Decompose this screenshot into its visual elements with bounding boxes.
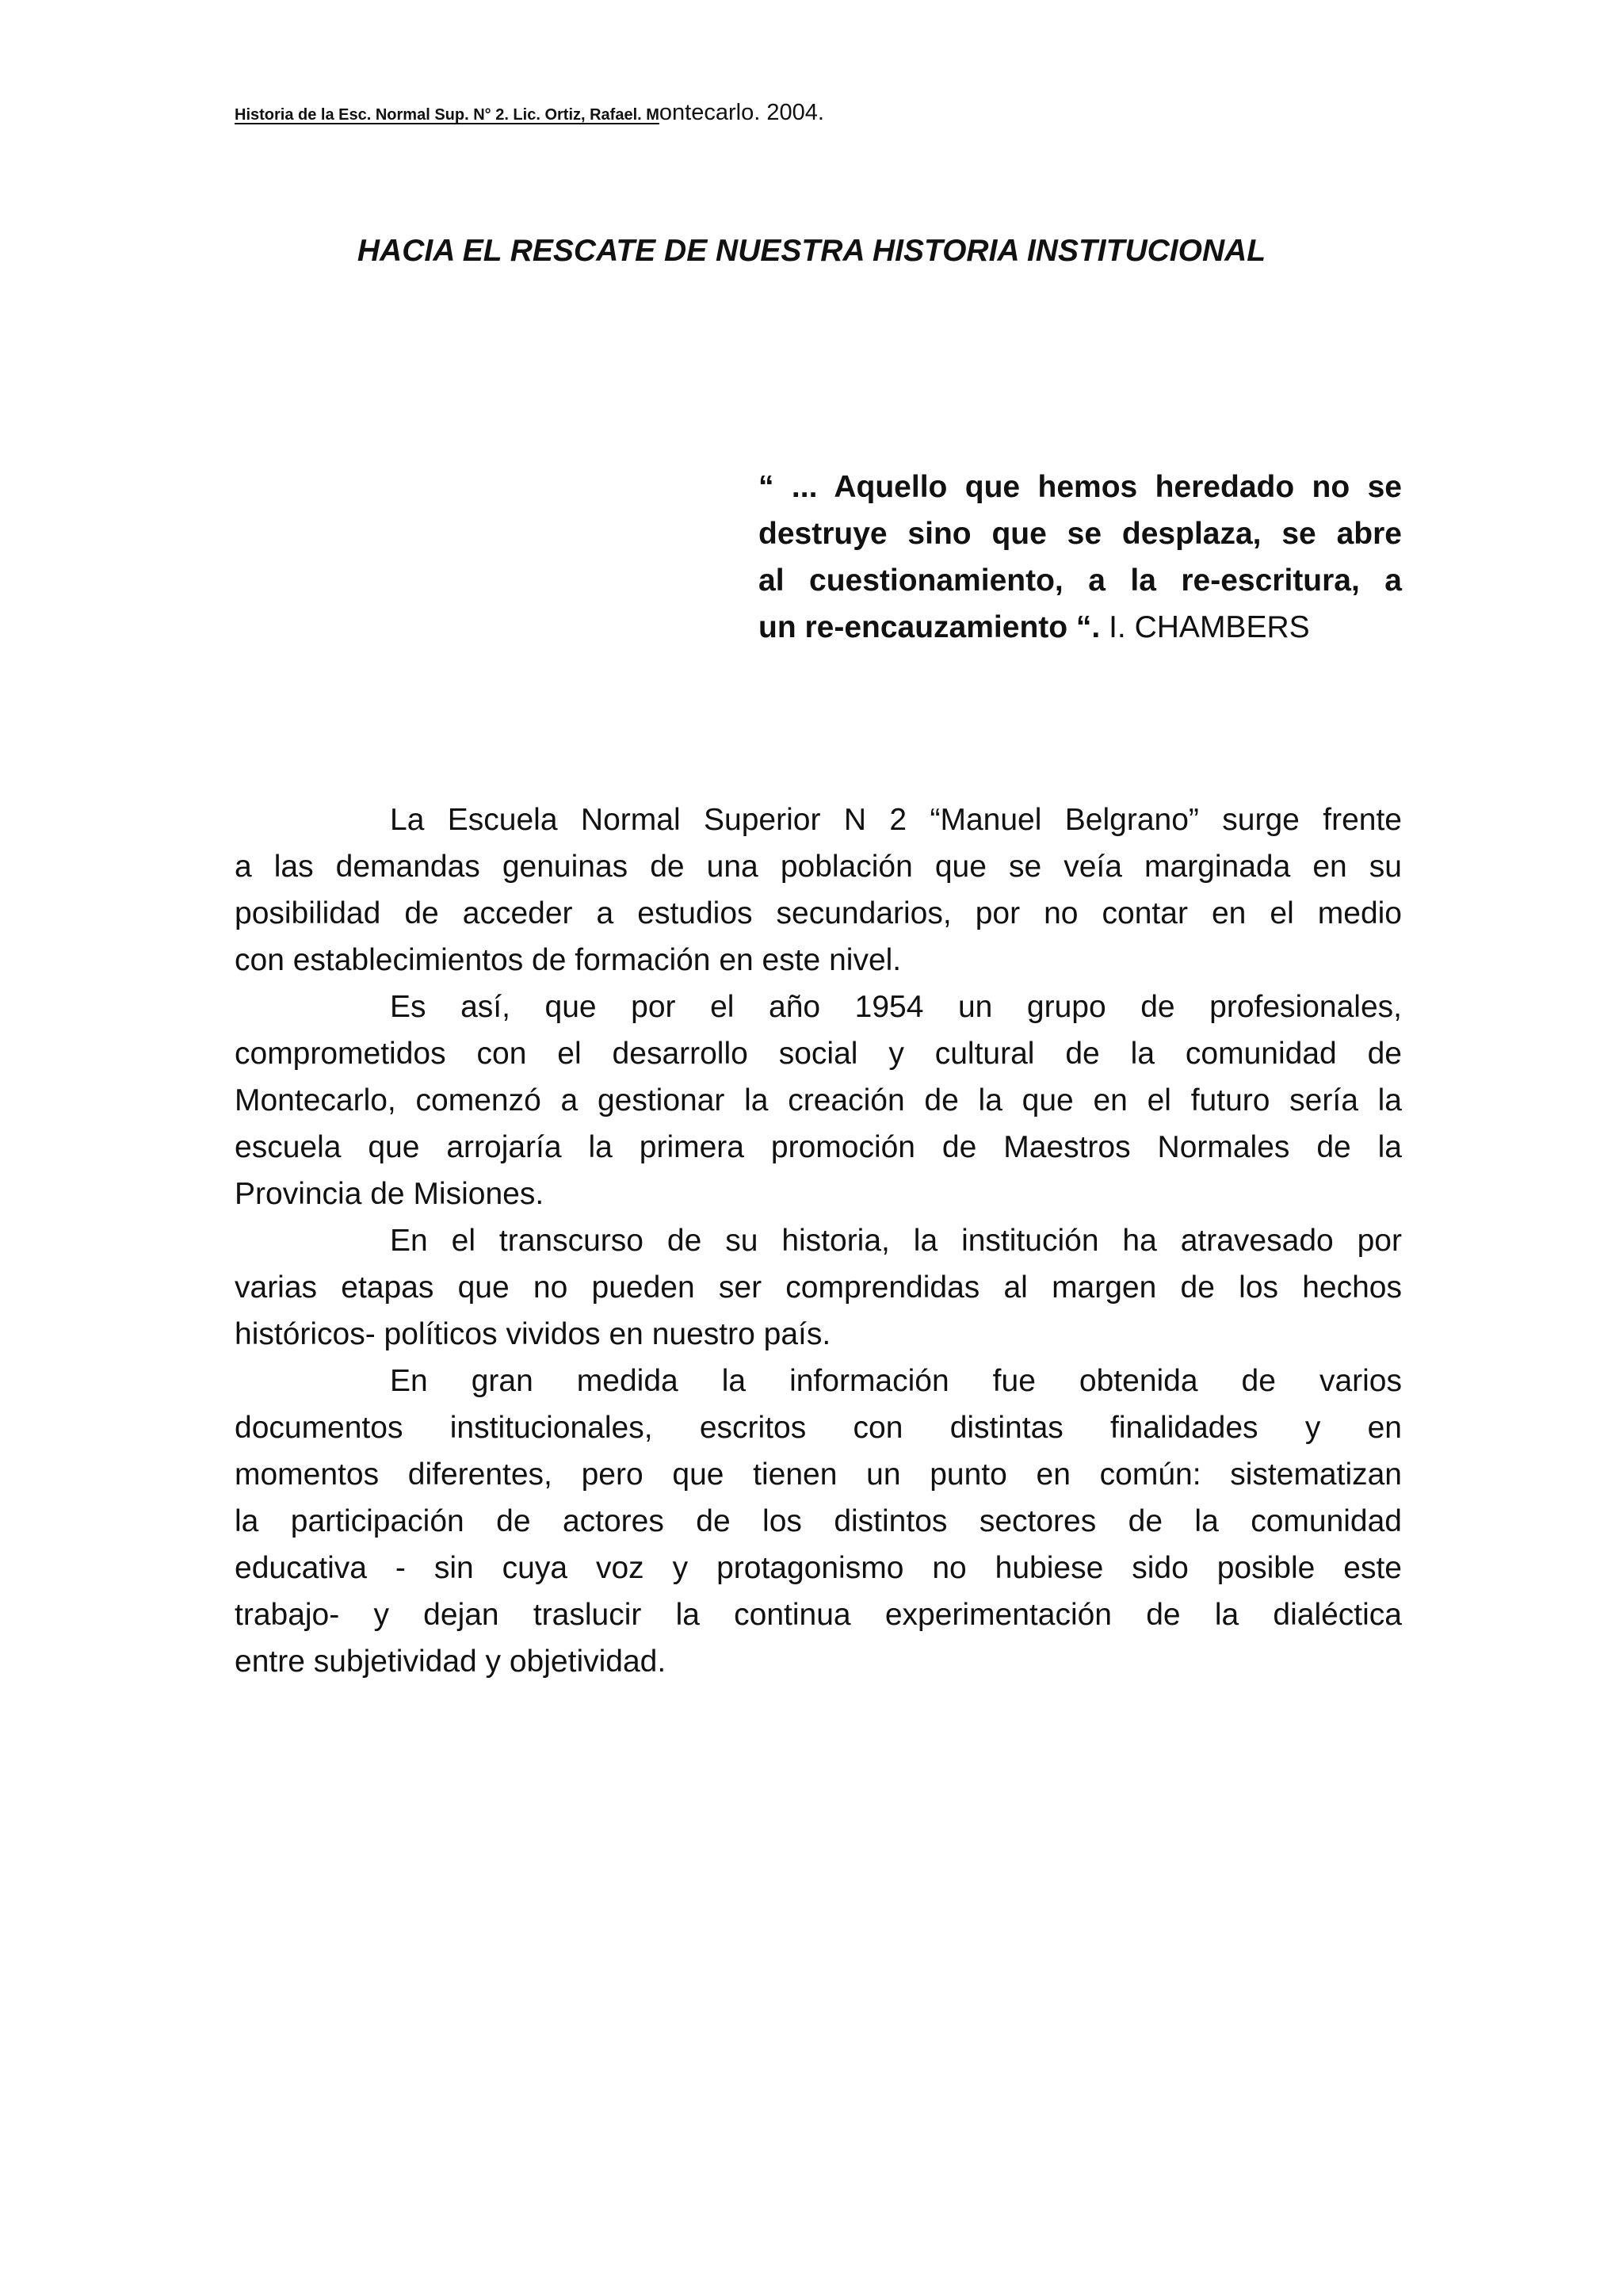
text-line: La Escuela Normal Superior N 2 “Manuel Belgrano” surge frente: [390, 803, 1402, 837]
text-line: Montecarlo, comenzó a gestionar la creación de la que en el futuro sería la: [235, 1083, 1402, 1117]
text-line: Provincia de Misiones.: [235, 1177, 544, 1211]
text-line: educativa - sin cuya voz y protagonismo no hubiese sido posible este: [235, 1551, 1402, 1585]
paragraph-4: [235, 1358, 1402, 1685]
text-line: varias etapas que no pueden ser comprendidas al margen de los hechos: [235, 1270, 1402, 1305]
text-line: a las demandas genuinas de una población que se veía marginada en su: [235, 850, 1402, 884]
text-line: trabajo- y dejan traslucir la continua experimentación de la dialéctica: [235, 1598, 1402, 1632]
text-line: escuela que arrojaría la primera promoción de Maestros Normales de la: [235, 1130, 1402, 1164]
document-title: HACIA EL RESCATE DE NUESTRA HISTORIA INSTITUCIONAL: [357, 234, 1266, 268]
running-header: [235, 101, 824, 124]
header-citation-bold: Historia de la Esc. Normal Sup. N° 2. Lic. Ortiz, Rafael. M: [235, 106, 659, 124]
paragraph-2: [235, 984, 1402, 1217]
text-line: En el transcurso de su historia, la institución ha atravesado por: [390, 1224, 1402, 1258]
text-line: posibilidad de acceder a estudios secundarios, por no contar en el medio: [235, 896, 1402, 930]
text-line: la participación de actores de los distintos sectores de la comunidad: [235, 1504, 1402, 1538]
text-line: comprometidos con el desarrollo social y cultural de la comunidad de: [235, 1037, 1402, 1071]
paragraph-3: [235, 1217, 1402, 1358]
epigraph-author: I. CHAMBERS: [1109, 610, 1310, 644]
text-line: entre subjetividad y objetividad.: [235, 1645, 666, 1679]
paragraph-1: [235, 797, 1402, 984]
text-line: Es así, que por el año 1954 un grupo de profesionales,: [390, 990, 1402, 1024]
body-text: [235, 797, 1402, 1685]
epigraph-line: destruye sino que se desplaza, se abre: [758, 517, 1402, 551]
epigraph-line: “ ... Aquello que hemos heredado no se: [758, 470, 1402, 504]
text-line: históricos- políticos vividos en nuestro país.: [235, 1317, 831, 1351]
header-citation-rest: ontecarlo. 2004.: [659, 100, 824, 125]
epigraph-line: al cuestionamiento, a la re-escritura, a: [758, 563, 1402, 598]
epigraph-line: un re-encauzamiento “.: [758, 610, 1101, 644]
text-line: momentos diferentes, pero que tienen un punto en común: sistematizan: [235, 1457, 1402, 1492]
text-line: En gran medida la información fue obtenida de varios: [390, 1364, 1402, 1398]
epigraph-last-line: [758, 604, 1402, 651]
epigraph-quote: [758, 464, 1402, 651]
text-line: con establecimientos de formación en este nivel.: [235, 943, 902, 977]
text-line: documentos institucionales, escritos con distintas finalidades y en: [235, 1411, 1402, 1445]
